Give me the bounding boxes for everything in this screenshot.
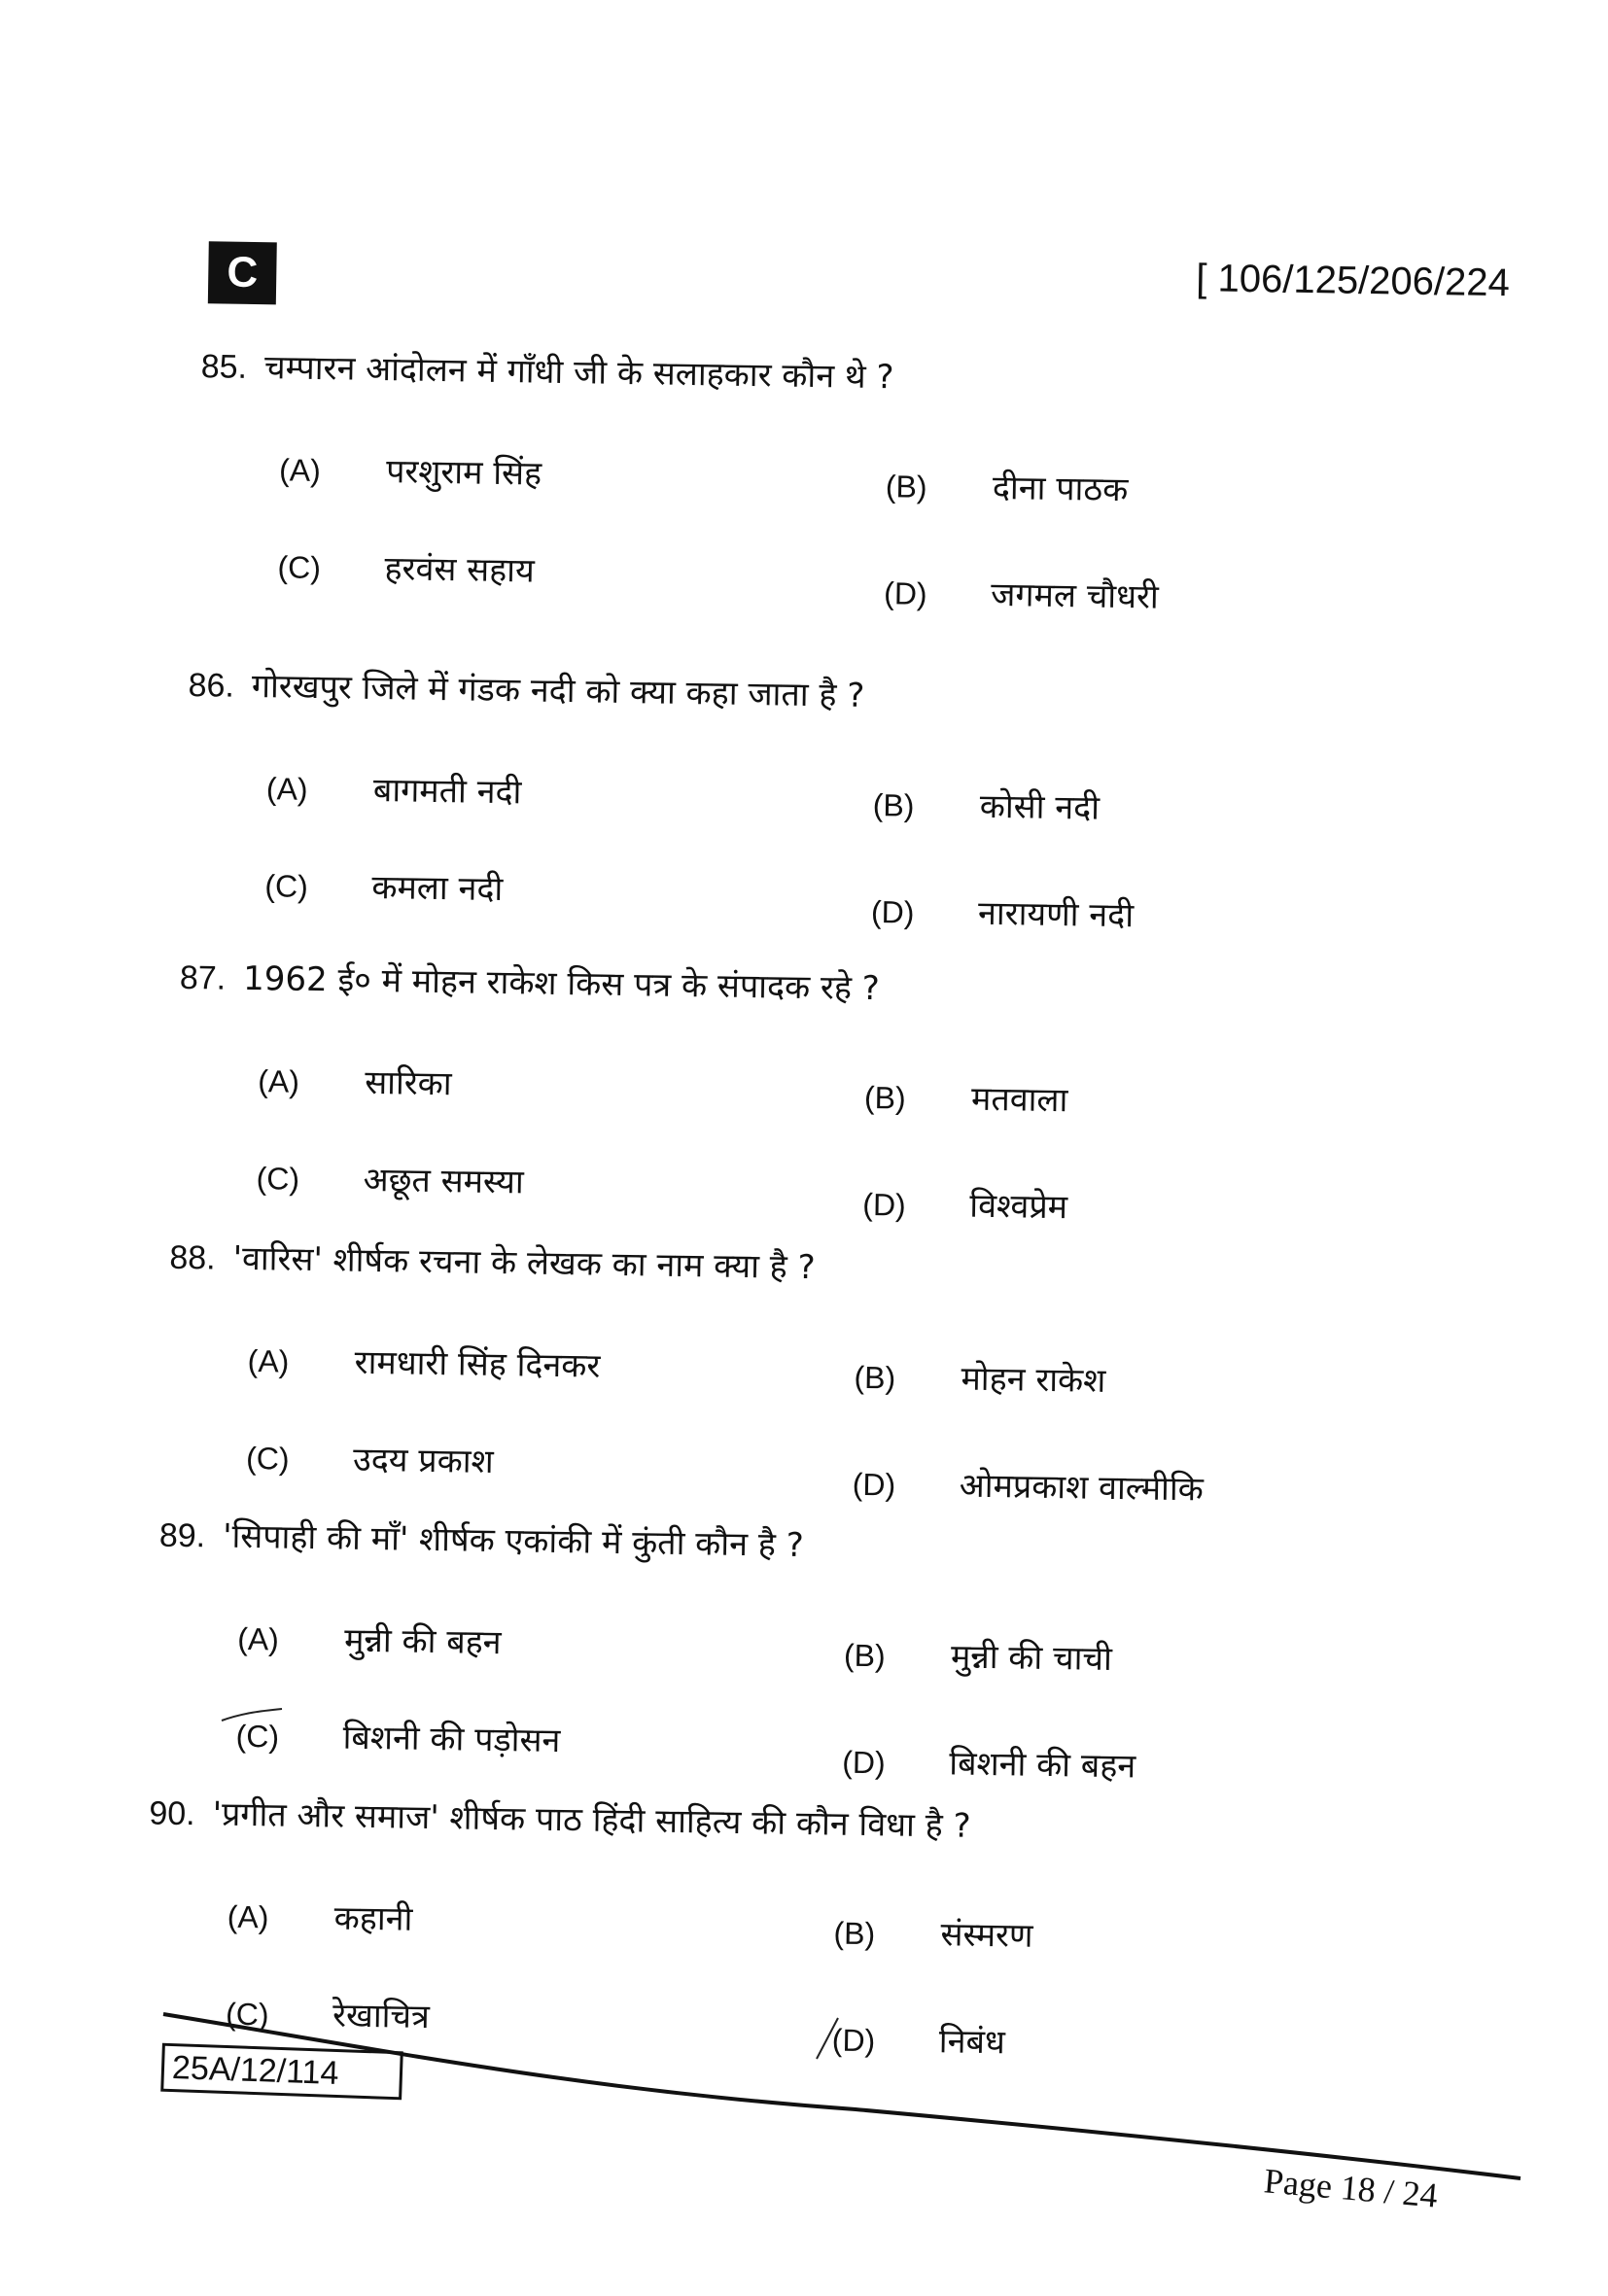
option-text: ओमप्रकाश वाल्मीकि	[959, 1466, 1205, 1510]
option-label: (C)	[235, 1718, 280, 1755]
option-label: (D)	[883, 575, 927, 611]
option-label: (A)	[227, 1898, 269, 1935]
option-label: (D)	[831, 2022, 876, 2059]
option-label: (A)	[247, 1342, 290, 1379]
option-text: सारिका	[364, 1062, 452, 1104]
question-number: 89.	[158, 1516, 206, 1555]
option-text: निबंध	[938, 2022, 1006, 2063]
option-text: कमला नदी	[371, 867, 504, 910]
booklet-code-box: 25A/12/114	[160, 2043, 403, 2101]
option-text: नारायणी नदी	[977, 893, 1135, 936]
option-label: (D)	[852, 1466, 896, 1503]
option-text: मुन्नी की बहन	[343, 1620, 502, 1663]
question-number: 85.	[200, 348, 248, 386]
option-text: बिशनी की बहन	[948, 1744, 1136, 1787]
option-label: (A)	[257, 1063, 300, 1099]
option-label: (C)	[256, 1161, 300, 1197]
option-text: कहानी	[333, 1898, 413, 1939]
option-text: रेखाचित्र	[332, 1996, 431, 2037]
option-text: मुन्नी की चाची	[950, 1637, 1113, 1679]
option-label: (C)	[277, 549, 322, 586]
option-label: (C)	[245, 1440, 290, 1477]
page-number: Page 18 / 24	[1262, 2161, 1440, 2215]
option-label: (B)	[843, 1637, 886, 1674]
option-label: (C)	[225, 1996, 269, 2033]
option-text: जगमल चौधरी	[990, 574, 1160, 617]
option-label: (D)	[842, 1744, 887, 1781]
option-text: बागमती नदी	[372, 770, 522, 813]
question-stem: 'वारिस' शीर्षक रचना के लेखक का नाम क्या है ?	[232, 1238, 816, 1288]
set-label-badge: C	[208, 241, 277, 304]
option-text: विश्वप्रेम	[969, 1186, 1068, 1228]
paper-code: [ 106/125/206/224	[1195, 257, 1511, 305]
option-text: संस्मरण	[940, 1915, 1033, 1956]
option-text: दीना पाठक	[992, 468, 1129, 510]
question-number: 90.	[149, 1794, 195, 1833]
question-stem: 1962 ई० में मोहन राकेश किस पत्र के संपादक रहे ?	[242, 958, 881, 1009]
option-label: (B)	[872, 787, 915, 823]
question-number: 86.	[188, 666, 235, 705]
option-text: बिशनी की पड़ोसन	[342, 1718, 561, 1761]
option-label: (A)	[278, 452, 322, 489]
option-text: रामधारी सिंह दिनकर	[354, 1342, 601, 1386]
question-stem: चम्पारन आंदोलन में गाँधी जी के सलाहकार कौन थे ?	[263, 348, 894, 398]
option-label: (B)	[854, 1359, 896, 1396]
option-text: अछूत समस्या	[363, 1160, 525, 1202]
option-text: हरवंस सहाय	[384, 549, 536, 591]
option-label: (B)	[885, 469, 927, 504]
option-text: कोसी नदी	[979, 786, 1101, 828]
question-stem: 'सिपाही की माँ' शीर्षक एकांकी में कुंती कौन है ?	[222, 1516, 805, 1566]
question-stem: गोरखपुर जिले में गंडक नदी को क्या कहा जाता है ?	[251, 666, 865, 715]
question-number: 88.	[169, 1238, 216, 1277]
option-text: परशुराम सिंह	[385, 452, 542, 494]
option-text: मोहन राकेश	[961, 1359, 1106, 1401]
option-label: (B)	[833, 1915, 876, 1952]
question-stem: 'प्रगीत और समाज' शीर्षक पाठ हिंदी साहित्य की कौन विधा है ?	[212, 1794, 971, 1846]
option-text: मतवाला	[970, 1079, 1068, 1121]
option-label: (D)	[870, 894, 915, 930]
option-label: (B)	[863, 1079, 906, 1116]
handwritten-mark-89c	[222, 1709, 282, 1721]
question-number: 87.	[179, 958, 227, 997]
option-label: (A)	[265, 771, 308, 807]
option-label: (D)	[862, 1186, 907, 1223]
handwritten-mark-90d	[817, 2018, 838, 2059]
option-text: उदय प्रकाश	[352, 1440, 495, 1481]
option-label: (C)	[264, 868, 309, 904]
option-label: (A)	[236, 1620, 280, 1657]
